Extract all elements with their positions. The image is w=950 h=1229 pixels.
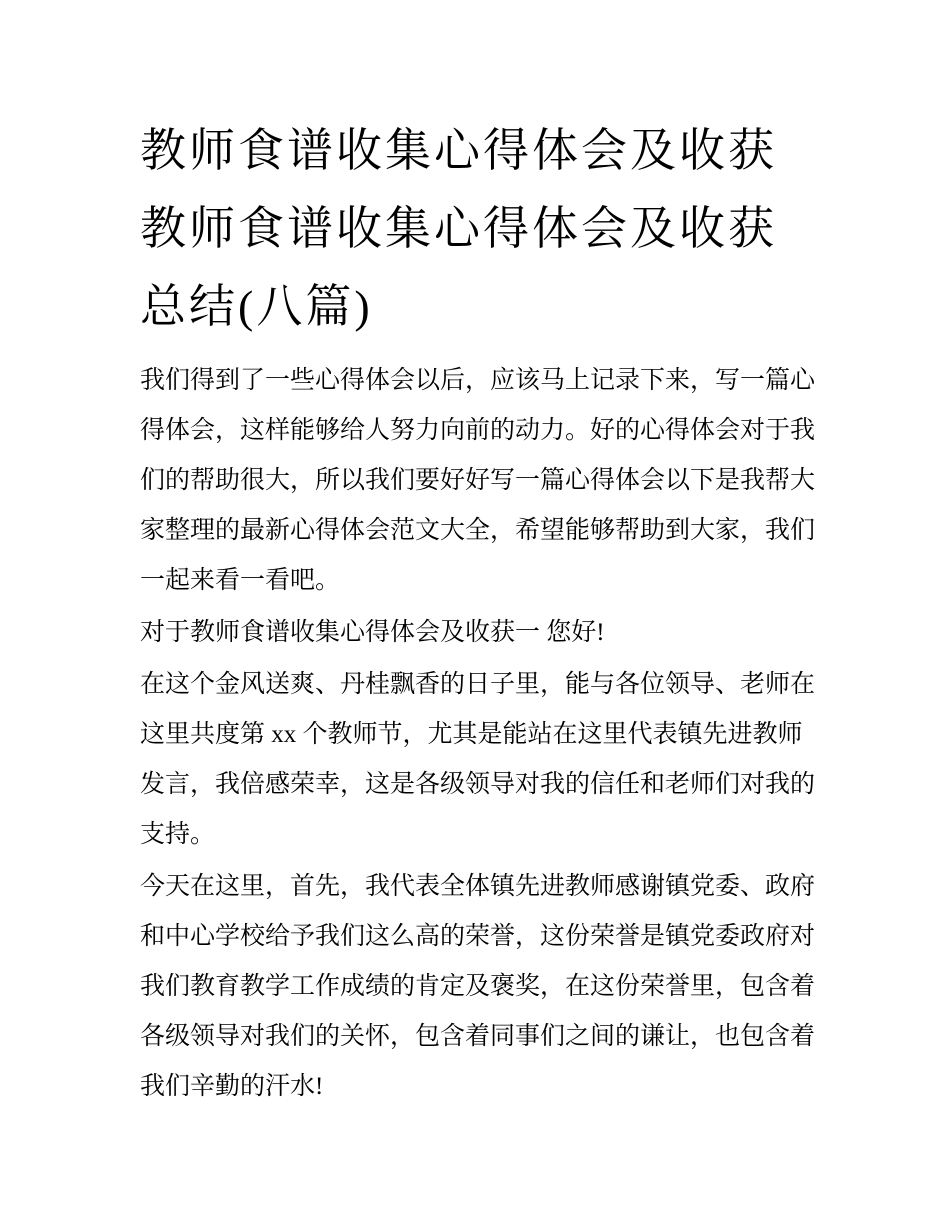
text-line: 发言，我倍感荣幸，这是各级领导对我的信任和老师们对我的 bbox=[140, 771, 816, 798]
title-line: 教师食谱收集心得体会及收获 bbox=[140, 203, 777, 254]
text-line: 我们得到了一些心得体会以后，应该马上记录下来，写一篇心 bbox=[140, 367, 816, 394]
text-line: 家整理的最新心得体会范文大全，希望能够帮助到大家，我们 bbox=[140, 517, 816, 544]
text-line: 对于教师食谱收集心得体会及收获一 您好! bbox=[140, 619, 605, 646]
text-line: 各级领导对我们的关怀，包含着同事们之间的谦让，也包含着 bbox=[140, 1023, 816, 1050]
document-title bbox=[140, 112, 812, 346]
text-line: 我们教育教学工作成绩的肯定及褒奖，在这份荣誉里，包含着 bbox=[140, 973, 816, 1000]
document-body bbox=[140, 356, 816, 1112]
text-line: 今天在这里，首先，我代表全体镇先进教师感谢镇党委、政府 bbox=[140, 873, 816, 900]
paragraph bbox=[140, 608, 812, 658]
paragraph bbox=[140, 356, 816, 606]
text-line: 这里共度第 xx 个教师节，尤其是能站在这里代表镇先进教师 bbox=[140, 721, 803, 748]
title-line: 教师食谱收集心得体会及收获 bbox=[140, 125, 777, 176]
text-line: 们的帮助很大，所以我们要好好写一篇心得体会以下是我帮大 bbox=[140, 467, 816, 494]
paragraph bbox=[140, 862, 816, 1112]
text-line: 在这个金风送爽、丹桂飘香的日子里，能与各位领导、老师在 bbox=[140, 671, 816, 698]
paragraph bbox=[140, 660, 816, 860]
title-line: 总结(八篇) bbox=[140, 281, 373, 332]
text-line: 我们辛勤的汗水! bbox=[140, 1073, 324, 1100]
document-content bbox=[140, 112, 816, 1114]
text-line: 和中心学校给予我们这么高的荣誉，这份荣誉是镇党委政府对 bbox=[140, 923, 816, 950]
text-line: 一起来看一看吧。 bbox=[140, 567, 341, 594]
text-line: 得体会，这样能够给人努力向前的动力。好的心得体会对于我 bbox=[140, 417, 816, 444]
text-line: 支持。 bbox=[140, 821, 216, 848]
